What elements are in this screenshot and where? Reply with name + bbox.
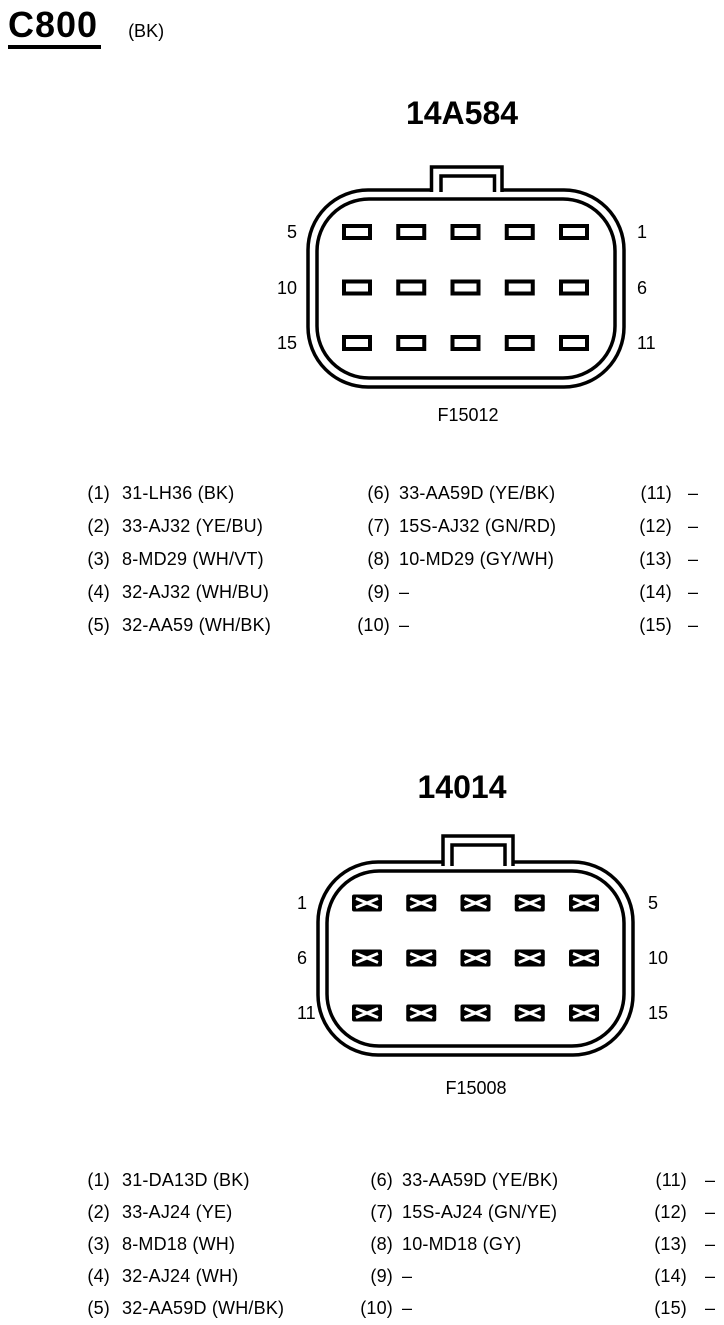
- pin-wire-label: 31-LH36 (BK): [122, 483, 235, 503]
- pin-table-row: [0, 1196, 724, 1228]
- pin-number: (9): [367, 582, 390, 602]
- pin-row-label-left: 6: [297, 948, 308, 968]
- pin-wire-label: 15S-AJ24 (GN/YE): [402, 1201, 558, 1222]
- pin-number: (13): [654, 1233, 687, 1254]
- pin-number: (12): [654, 1201, 687, 1222]
- pin-wire-label: 33-AJ24 (YE): [122, 1201, 233, 1222]
- pin-cavity: [453, 226, 479, 238]
- pin-wire-label: 10-MD29 (GY/WH): [399, 549, 555, 569]
- pin-number: (12): [639, 516, 672, 536]
- pin-number: (14): [639, 582, 672, 602]
- pin-number: (3): [87, 549, 110, 569]
- pin-table-14A584: [0, 477, 724, 642]
- pin-cavity: [453, 337, 479, 349]
- pin-wire-label: –: [688, 582, 699, 602]
- pin-number: (13): [639, 549, 672, 569]
- pin-cavity: [344, 226, 370, 238]
- pin-cavity: [398, 226, 424, 238]
- pin-row-label-right: 5: [648, 893, 659, 913]
- pin-row-label-right: 6: [637, 278, 648, 298]
- pin-wire-label: 31-DA13D (BK): [122, 1169, 250, 1190]
- pin-table-row: [0, 1164, 724, 1196]
- pin-number: (6): [367, 483, 390, 503]
- pin-table-row: [0, 1292, 724, 1324]
- pin-number: (5): [87, 1297, 110, 1318]
- pin-number: (5): [87, 615, 110, 635]
- pin-wire-label: –: [399, 615, 410, 635]
- pin-row-label-left: 15: [276, 333, 297, 353]
- connector-title-14A584: 14A584: [405, 95, 519, 131]
- pin-number: (4): [87, 582, 110, 602]
- pin-wire-label: 33-AA59D (YE/BK): [399, 483, 556, 503]
- pin-wire-label: –: [705, 1201, 716, 1222]
- pin-wire-label: –: [399, 582, 410, 602]
- connector-14A584-drawing: [308, 167, 624, 387]
- connector-title-14014: 14014: [417, 769, 507, 805]
- pin-number: (4): [87, 1265, 110, 1286]
- pin-row-label-right: 15: [648, 1003, 669, 1023]
- pin-wire-label: –: [705, 1265, 716, 1286]
- pin-cavity: [398, 337, 424, 349]
- connector-14014-drawing: [318, 836, 633, 1055]
- connector-tab-inner: [452, 845, 505, 866]
- pin-number: (7): [370, 1201, 393, 1222]
- pin-wire-label: –: [705, 1297, 716, 1318]
- pin-wire-label: 33-AA59D (YE/BK): [402, 1169, 559, 1190]
- pin-wire-label: –: [688, 549, 699, 569]
- pin-cavity: [507, 282, 533, 294]
- pin-grid: [352, 895, 599, 1022]
- pin-number: (1): [87, 1169, 110, 1190]
- pin-number: (10): [360, 1297, 393, 1318]
- pin-number: (9): [370, 1265, 393, 1286]
- pin-cavity: [507, 226, 533, 238]
- connector-id: C800: [8, 5, 101, 49]
- pin-table-row: [0, 609, 724, 642]
- pin-wire-label: 32-AJ32 (WH/BU): [122, 582, 270, 602]
- pin-wire-label: 32-AA59 (WH/BK): [122, 615, 272, 635]
- pin-number: (15): [639, 615, 672, 635]
- pin-row-label-left: 11: [297, 1003, 316, 1023]
- pin-wire-label: –: [705, 1169, 716, 1190]
- pin-number: (3): [87, 1233, 110, 1254]
- pin-wire-label: 8-MD18 (WH): [122, 1233, 236, 1254]
- pin-wire-label: 15S-AJ32 (GN/RD): [399, 516, 557, 536]
- pin-number: (11): [640, 483, 672, 503]
- pin-wire-label: –: [402, 1265, 413, 1286]
- pin-cavity: [561, 282, 587, 294]
- pin-number: (2): [87, 516, 110, 536]
- page-header: [8, 5, 164, 49]
- pin-row-label-left: 1: [297, 893, 308, 913]
- pin-cavity: [507, 337, 533, 349]
- pin-wire-label: 32-AA59D (WH/BK): [122, 1297, 285, 1318]
- pin-cavity: [453, 282, 479, 294]
- figure-caption: F15008: [445, 1078, 507, 1098]
- pin-wire-label: –: [402, 1297, 413, 1318]
- connector-color-code: (BK): [128, 21, 165, 41]
- pin-wire-label: –: [705, 1233, 716, 1254]
- pin-wire-label: –: [688, 483, 699, 503]
- pin-wire-label: 33-AJ32 (YE/BU): [122, 516, 264, 536]
- pin-table-row: [0, 1228, 724, 1260]
- pin-table-row: [0, 1260, 724, 1292]
- figure-caption: F15012: [437, 405, 499, 425]
- pin-cavity: [344, 282, 370, 294]
- pin-number: (15): [654, 1297, 687, 1318]
- pin-row-label-right: 11: [637, 333, 656, 353]
- pin-cavity: [561, 226, 587, 238]
- pin-number: (1): [87, 483, 110, 503]
- pin-wire-label: –: [688, 615, 699, 635]
- pin-wire-label: –: [688, 516, 699, 536]
- pin-table-14014: [0, 1164, 724, 1324]
- pin-cavity: [398, 282, 424, 294]
- pin-wire-label: 8-MD29 (WH/VT): [122, 549, 264, 569]
- pin-number: (6): [370, 1169, 393, 1190]
- pin-table-row: [0, 510, 724, 543]
- pin-grid: [344, 226, 587, 349]
- pin-table-row: [0, 576, 724, 609]
- pin-row-label-right: 1: [637, 222, 648, 242]
- pin-table-row: [0, 477, 724, 510]
- pin-number: (8): [367, 549, 390, 569]
- pin-number: (14): [654, 1265, 687, 1286]
- pin-number: (10): [357, 615, 390, 635]
- pin-number: (2): [87, 1201, 110, 1222]
- pin-row-label-left: 5: [286, 222, 297, 242]
- pin-wire-label: 10-MD18 (GY): [402, 1233, 522, 1254]
- pin-table-row: [0, 543, 724, 576]
- pin-row-label-left: 10: [276, 278, 297, 298]
- pin-cavity: [561, 337, 587, 349]
- pin-number: (11): [655, 1169, 687, 1190]
- connector-tab-inner: [441, 176, 495, 192]
- pin-cavity: [344, 337, 370, 349]
- pin-row-label-right: 10: [648, 948, 669, 968]
- pin-number: (8): [370, 1233, 393, 1254]
- pin-number: (7): [367, 516, 390, 536]
- pin-wire-label: 32-AJ24 (WH): [122, 1265, 239, 1286]
